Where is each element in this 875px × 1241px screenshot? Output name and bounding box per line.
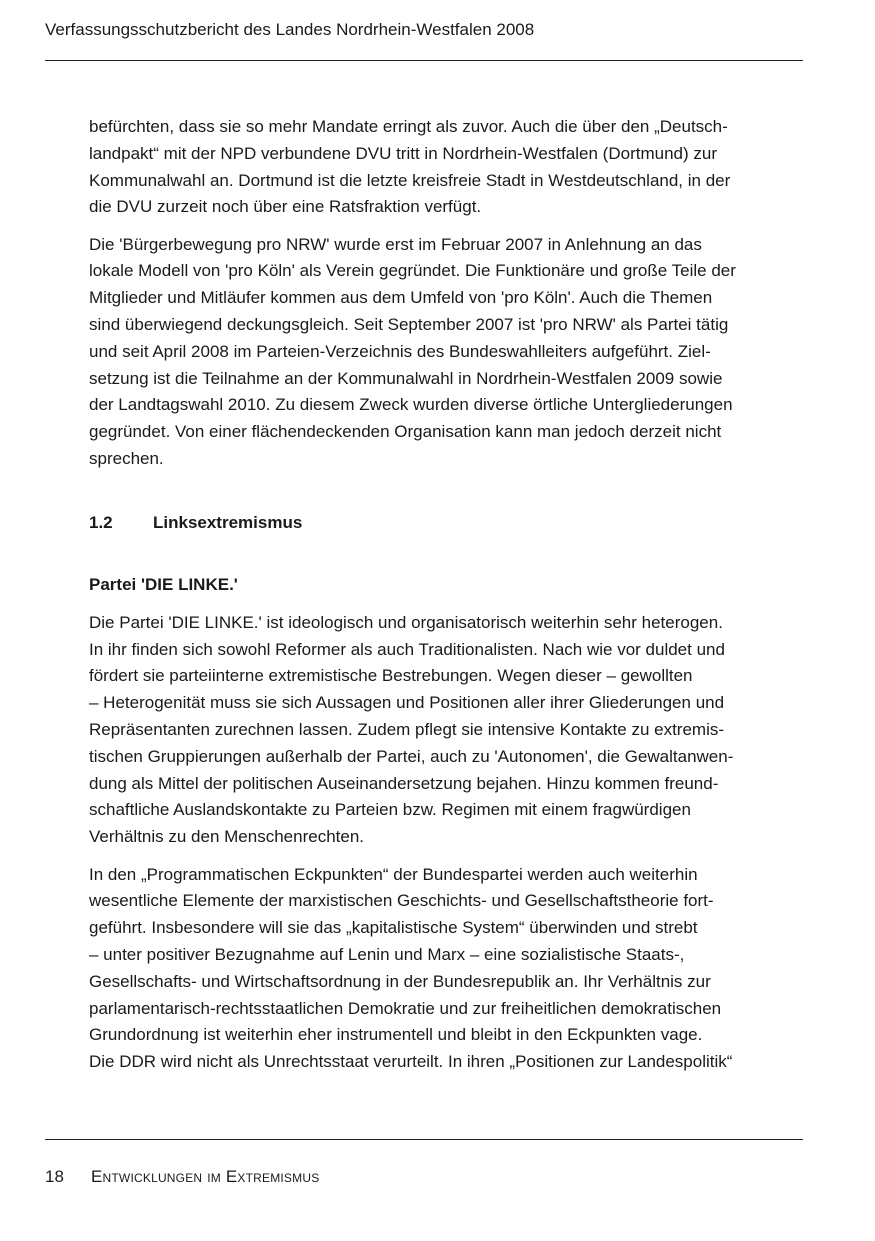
text-line: Die 'Bürgerbewegung pro NRW' wurde erst im Februar 2007 in Anlehnung an das (89, 234, 702, 254)
text-line: lokale Modell von 'pro Köln' als Verein gegründet. Die Funktionäre und große Teile der (89, 261, 736, 281)
text-line: geführt. Insbesondere will sie das „kapitalistische System“ überwinden und strebt (89, 918, 698, 938)
text-line: – unter positiver Bezugnahme auf Lenin und Marx – eine sozialistische Staats-, (89, 944, 685, 964)
text-line: dung als Mittel der politischen Auseinandersetzung bejahen. Hinzu kommen freund- (89, 773, 719, 793)
text-line: und seit April 2008 im Parteien-Verzeichnis des Bundeswahlleiters aufgeführt. Ziel- (89, 341, 711, 361)
text-line: – Heterogenität muss sie sich Aussagen und Positionen aller ihrer Gliederungen und (89, 693, 725, 713)
text-line: tischen Gruppierungen außerhalb der Partei, auch zu 'Autonomen', die Gewaltanwen- (89, 746, 734, 766)
text-line: Mitglieder und Mitläufer kommen aus dem Umfeld von 'pro Köln'. Auch die Themen (89, 288, 713, 308)
text-line: die DVU zurzeit noch über eine Ratsfraktion verfügt. (89, 197, 482, 217)
subheading: Partei 'DIE LINKE.' (89, 574, 238, 594)
paragraph (89, 610, 807, 851)
text-line: In den „Programmatischen Eckpunkten“ der Bundespartei werden auch weiterhin (89, 864, 698, 884)
text-line: wesentliche Elemente der marxistischen Geschichts- und Gesellschaftstheorie fort- (89, 891, 714, 911)
text-line: landpakt“ mit der NPD verbundene DVU tritt in Nordrhein-Westfalen (Dortmund) zur (89, 143, 717, 163)
text-line: In ihr finden sich sowohl Reformer als auch Traditionalisten. Nach wie vor duldet und (89, 639, 725, 659)
text-line: der Landtagswahl 2010. Zu diesem Zweck wurden diverse örtliche Untergliederungen (89, 395, 733, 415)
text-line: Gesellschafts- und Wirtschaftsordnung in der Bundesrepublik an. Ihr Verhältnis zur (89, 971, 711, 991)
footer-section-title: Entwicklungen im Extremismus (91, 1167, 320, 1186)
text-line: Die Partei 'DIE LINKE.' ist ideologisch und organisatorisch weiterhin sehr heterogen. (89, 612, 723, 632)
text-line: Die DDR wird nicht als Unrechtsstaat verurteilt. In ihren „Positionen zur Landespolitik“ (89, 1052, 733, 1072)
text-line: befürchten, dass sie so mehr Mandate erringt als zuvor. Auch die über den „Deutsch- (89, 117, 728, 136)
paragraph (89, 232, 807, 473)
text-line: sind überwiegend deckungsgleich. Seit September 2007 ist 'pro NRW' als Partei tätig (89, 315, 729, 335)
text-line: Grundordnung ist weiterhin eher instrumentell und bleibt in den Eckpunkten vage. (89, 1025, 703, 1045)
text-line: setzung ist die Teilnahme an der Kommunalwahl in Nordrhein-Westfalen 2009 sowie (89, 368, 723, 388)
text-line: fördert sie parteiinterne extremistische Bestrebungen. Wegen dieser – gewollten (89, 666, 693, 686)
paragraph (89, 862, 807, 1076)
section-title: Linksextremismus (153, 512, 303, 532)
text-line: schaftliche Auslandskontakte zu Parteien bzw. Regimen mit einem fragwürdigen (89, 800, 691, 820)
text-line: Kommunalwahl an. Dortmund ist die letzte kreisfreie Stadt in Westdeutschland, in der (89, 170, 731, 190)
paragraph (89, 114, 807, 221)
section-heading (89, 510, 807, 536)
text-line: sprechen. (89, 449, 164, 469)
text-line: Verhältnis zu den Menschenrechten. (89, 827, 365, 847)
text-line: parlamentarisch-rechtsstaatlichen Demokratie und zur freiheitlichen demokratischen (89, 998, 722, 1018)
header-rule (45, 60, 803, 61)
page-number: 18 (45, 1167, 64, 1186)
page-footer (45, 1165, 319, 1189)
text-line: Repräsentanten zurechnen lassen. Zudem pflegt sie intensive Kontakte zu extremis- (89, 720, 725, 740)
running-header: Verfassungsschutzbericht des Landes Nordrhein-Westfalen 2008 (45, 20, 535, 39)
footer-rule (45, 1139, 803, 1140)
page-body (89, 114, 807, 1086)
text-line: gegründet. Von einer flächendeckenden Organisation kann man jedoch derzeit nicht (89, 422, 722, 442)
section-number: 1.2 (89, 512, 113, 532)
